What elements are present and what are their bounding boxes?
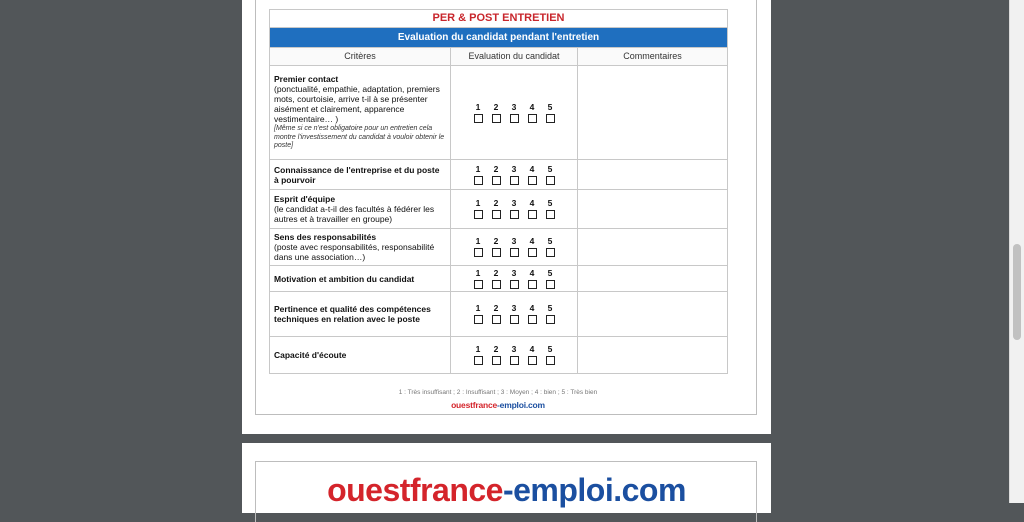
rating-option	[491, 199, 502, 219]
rating-option	[527, 199, 538, 219]
rating-option	[473, 345, 484, 365]
evaluation-cell	[451, 229, 578, 266]
rating-checkbox[interactable]	[546, 114, 555, 123]
brand-big-part-2: -emploi.com	[502, 472, 686, 508]
rating-checkbox[interactable]	[510, 280, 519, 289]
rating-checkbox[interactable]	[510, 248, 519, 257]
rating-checkbox[interactable]	[510, 176, 519, 185]
criteria-title: Motivation et ambition du candidat	[274, 273, 415, 284]
rating-number: 2	[493, 303, 499, 313]
brand-footer-logo[interactable]	[269, 400, 727, 410]
criteria-row	[270, 160, 728, 190]
rating-checkbox[interactable]	[510, 114, 519, 123]
rating-option	[491, 304, 502, 324]
rating-checkbox[interactable]	[528, 280, 537, 289]
rating-option	[545, 345, 556, 365]
rating-option	[473, 237, 484, 257]
comment-cell[interactable]	[578, 190, 728, 229]
rating-checkbox[interactable]	[492, 114, 501, 123]
document-page-1	[242, 0, 771, 434]
evaluation-table	[269, 9, 728, 374]
rating-option	[473, 103, 484, 123]
comment-cell[interactable]	[578, 160, 728, 190]
criteria-title: Pertinence et qualité des compétences techniques en relation avec le poste	[274, 304, 431, 324]
rating-number: 5	[547, 267, 553, 278]
rating-number: 4	[529, 163, 535, 174]
rating-number: 3	[511, 101, 517, 112]
rating-checkbox[interactable]	[546, 315, 555, 324]
rating-checkbox[interactable]	[474, 356, 483, 365]
rating-number: 2	[493, 101, 499, 112]
rating-number: 3	[511, 236, 517, 246]
scrollbar-thumb[interactable]	[1013, 244, 1021, 340]
rating-scale	[451, 165, 577, 185]
rating-option	[491, 237, 502, 257]
rating-number: 1	[475, 101, 481, 112]
criteria-row	[270, 229, 728, 266]
form-subtitle: Evaluation du candidat pendant l'entretien	[270, 28, 728, 48]
criteria-cell	[270, 66, 451, 160]
criteria-title: Esprit d'équipe	[274, 194, 336, 204]
comment-cell[interactable]	[578, 337, 728, 374]
rating-checkbox[interactable]	[546, 248, 555, 257]
rating-checkbox[interactable]	[492, 248, 501, 257]
rating-checkbox[interactable]	[492, 280, 501, 289]
rating-scale	[451, 199, 577, 219]
rating-option	[473, 269, 484, 289]
rating-checkbox[interactable]	[492, 356, 501, 365]
rating-option	[527, 103, 538, 123]
rating-number: 1	[475, 303, 481, 313]
criteria-cell	[270, 160, 451, 190]
rating-number: 5	[547, 344, 553, 354]
rating-scale	[451, 345, 577, 365]
rating-checkbox[interactable]	[474, 315, 483, 324]
rating-checkbox[interactable]	[546, 210, 555, 219]
rating-number: 4	[529, 344, 535, 354]
criteria-cell	[270, 190, 451, 229]
rating-option	[527, 304, 538, 324]
criteria-row	[270, 66, 728, 160]
brand-part-2: -emploi.com	[497, 400, 545, 410]
rating-checkbox[interactable]	[474, 280, 483, 289]
rating-legend: 1 : Très insuffisant ; 2 : Insuffisant ; 3 : Moyen ; 4 : bien ; 5 : Très bien	[398, 389, 598, 396]
rating-number: 2	[493, 344, 499, 354]
rating-option	[509, 304, 520, 324]
comment-cell[interactable]	[578, 266, 728, 292]
evaluation-cell	[451, 337, 578, 374]
rating-number: 4	[529, 198, 535, 208]
rating-number: 4	[529, 236, 535, 246]
comment-cell[interactable]	[578, 292, 728, 337]
rating-number: 5	[547, 163, 553, 174]
rating-option	[491, 103, 502, 123]
rating-checkbox[interactable]	[510, 210, 519, 219]
rating-option	[491, 345, 502, 365]
rating-number: 1	[475, 163, 481, 174]
criteria-title: Connaissance de l'entreprise et du poste à pourvoir	[274, 164, 440, 185]
criteria-description: (le candidat a-t-il des facultés à fédérer les autres et à travailler en groupe)	[274, 204, 435, 224]
rating-scale	[451, 269, 577, 289]
rating-option	[509, 199, 520, 219]
rating-number: 2	[493, 198, 499, 208]
evaluation-cell	[451, 160, 578, 190]
criteria-cell	[270, 292, 451, 337]
rating-option	[473, 304, 484, 324]
rating-checkbox[interactable]	[528, 210, 537, 219]
rating-checkbox[interactable]	[474, 176, 483, 185]
criteria-note: [Même si ce n'est obligatoire pour un entretien cela montre l'investissement du candidat à vouloir obtenir le poste]	[274, 125, 445, 150]
rating-checkbox[interactable]	[528, 315, 537, 324]
rating-number: 3	[511, 267, 517, 278]
rating-number: 1	[475, 267, 481, 278]
rating-number: 1	[475, 198, 481, 208]
rating-option	[545, 199, 556, 219]
rating-number: 4	[529, 101, 535, 112]
rating-option	[491, 269, 502, 289]
rating-number: 2	[493, 236, 499, 246]
rating-option	[527, 269, 538, 289]
header-criteria: Critères	[270, 48, 451, 66]
criteria-row	[270, 292, 728, 337]
rating-number: 2	[493, 163, 499, 174]
rating-option	[527, 165, 538, 185]
rating-option	[545, 304, 556, 324]
brand-big-part-1: ouestfrance	[327, 472, 503, 508]
rating-checkbox[interactable]	[492, 176, 501, 185]
rating-option	[545, 237, 556, 257]
rating-option	[545, 103, 556, 123]
rating-checkbox[interactable]	[528, 356, 537, 365]
rating-number: 3	[511, 198, 517, 208]
evaluation-cell	[451, 66, 578, 160]
form-title: PER & POST ENTRETIEN	[270, 10, 728, 28]
rating-number: 5	[547, 198, 553, 208]
rating-option	[527, 345, 538, 365]
rating-number: 5	[547, 101, 553, 112]
rating-checkbox[interactable]	[474, 114, 483, 123]
rating-checkbox[interactable]	[492, 315, 501, 324]
brand-part-1: ouestfrance	[451, 400, 498, 410]
rating-number: 5	[547, 303, 553, 313]
rating-number: 1	[475, 236, 481, 246]
rating-scale	[451, 237, 577, 257]
rating-option	[473, 199, 484, 219]
criteria-description: (poste avec responsabilités, responsabilité dans une association…)	[274, 242, 435, 262]
rating-option	[545, 269, 556, 289]
rating-number: 4	[529, 267, 535, 278]
rating-option	[509, 269, 520, 289]
rating-scale	[451, 304, 577, 324]
rating-number: 3	[511, 303, 517, 313]
criteria-title: Sens des responsabilités	[274, 232, 377, 242]
header-comments: Commentaires	[578, 48, 728, 66]
rating-checkbox[interactable]	[510, 315, 519, 324]
rating-number: 4	[529, 303, 535, 313]
rating-number: 3	[511, 344, 517, 354]
rating-checkbox[interactable]	[528, 114, 537, 123]
rating-option	[509, 237, 520, 257]
vertical-scrollbar[interactable]	[1009, 0, 1024, 503]
rating-option	[509, 345, 520, 365]
rating-checkbox[interactable]	[528, 248, 537, 257]
rating-checkbox[interactable]	[528, 176, 537, 185]
comment-cell[interactable]	[578, 66, 728, 160]
rating-checkbox[interactable]	[474, 248, 483, 257]
criteria-title: Capacité d'écoute	[274, 350, 347, 360]
rating-checkbox[interactable]	[492, 210, 501, 219]
criteria-title: Premier contact	[274, 74, 339, 85]
comment-cell[interactable]	[578, 229, 728, 266]
rating-option	[509, 165, 520, 185]
rating-checkbox[interactable]	[510, 356, 519, 365]
criteria-row	[270, 266, 728, 292]
criteria-row	[270, 337, 728, 374]
rating-option	[491, 165, 502, 185]
header-evaluation: Evaluation du candidat	[451, 48, 578, 66]
rating-checkbox[interactable]	[546, 356, 555, 365]
rating-option	[527, 237, 538, 257]
rating-scale	[451, 103, 577, 123]
rating-option	[509, 103, 520, 123]
rating-checkbox[interactable]	[546, 176, 555, 185]
brand-header-logo[interactable]	[242, 473, 771, 507]
criteria-row	[270, 190, 728, 229]
evaluation-cell	[451, 266, 578, 292]
rating-number: 5	[547, 236, 553, 246]
rating-number: 2	[493, 267, 499, 278]
rating-number: 3	[511, 163, 517, 174]
criteria-description: (ponctualité, empathie, adaptation, premiers mots, courtoisie, arrive t-il à se présenter aisément et clairement, apparence vestimentaire… )	[274, 84, 440, 125]
criteria-cell	[270, 337, 451, 374]
rating-option	[473, 165, 484, 185]
rating-checkbox[interactable]	[474, 210, 483, 219]
rating-checkbox[interactable]	[546, 280, 555, 289]
evaluation-cell	[451, 292, 578, 337]
evaluation-cell	[451, 190, 578, 229]
evaluation-form	[269, 9, 727, 374]
rating-number: 1	[475, 344, 481, 354]
rating-option	[545, 165, 556, 185]
table-header-row	[270, 48, 728, 66]
criteria-cell	[270, 266, 451, 292]
criteria-cell	[270, 229, 451, 266]
